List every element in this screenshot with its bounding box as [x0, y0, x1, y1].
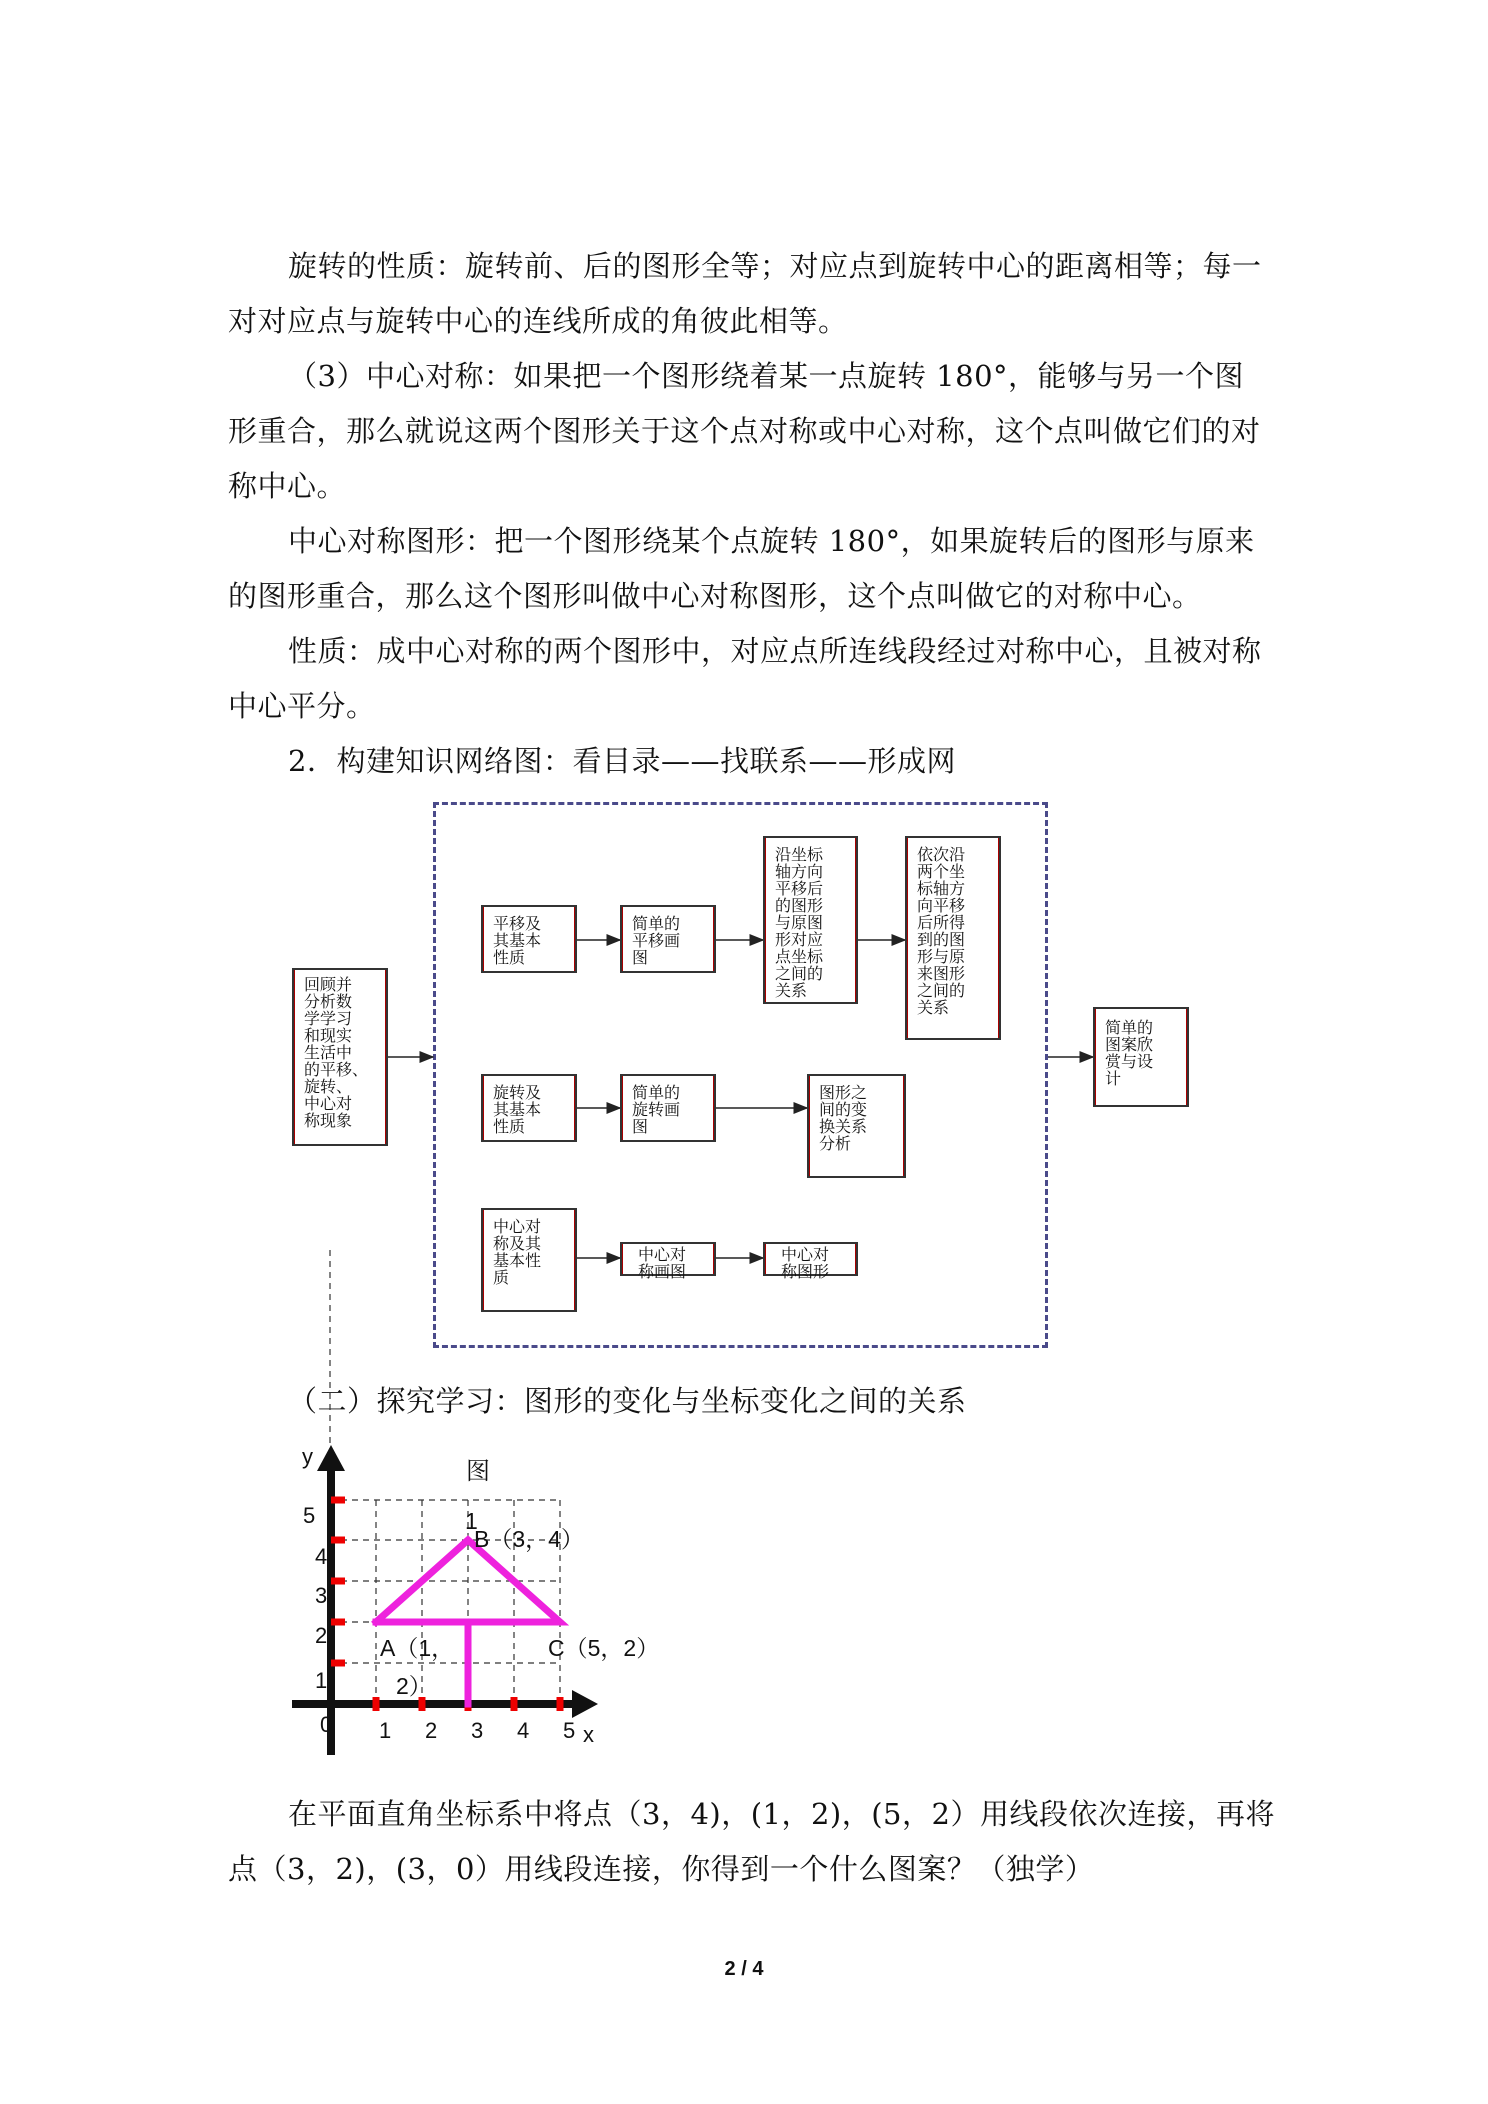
y-tick-5: 5: [303, 1503, 316, 1528]
x-axis-arrow: [572, 1690, 598, 1718]
point-label-b: B（3，4）: [474, 1526, 584, 1552]
para-central-symmetry-3: 称中心。: [228, 469, 347, 503]
para-central-symmetry-2: 形重合，那么就说这两个图形关于这个点对称或中心对称，这个点叫做它们的对: [228, 414, 1261, 448]
box-review: 回顾并 分析数 学学习 和现实 生活中 的平移、 旋转、 中心对 称现象: [292, 968, 388, 1146]
para-central-figure-1: 中心对称图形：把一个图形绕某个点旋转 180°，如果旋转后的图形与原来: [288, 524, 1255, 558]
x-tick-4: 4: [517, 1718, 530, 1743]
box-central: 中心对 称及其 基本性 质: [481, 1208, 577, 1312]
x-axis-label: x: [583, 1722, 594, 1747]
box-central-draw: 中心对 称画图: [620, 1242, 716, 1276]
box-translation: 平移及 其基本 性质: [481, 905, 577, 973]
para-rotation-property-2: 对对应点与旋转中心的连线所成的角彼此相等。: [228, 304, 848, 338]
point-label-a: A（1，: [380, 1635, 455, 1661]
box-translation-axis: 沿坐标 轴方向 平移后 的图形 与原图 形对应 点坐标 之间的 关系: [763, 836, 858, 1004]
question-para-1: 在平面直角坐标系中将点（3，4)，(1，2)，(5，2）用线段依次连接，再将: [288, 1797, 1275, 1831]
section-heading-explore: （二）探究学习：图形的变化与坐标变化之间的关系: [288, 1384, 967, 1418]
box-rotation: 旋转及 其基本 性质: [481, 1074, 577, 1142]
x-tick-3: 3: [471, 1718, 484, 1743]
x-tick-1: 1: [379, 1718, 392, 1743]
para-central-figure-2: 的图形重合，那么这个图形叫做中心对称图形，这个点叫做它的对称中心。: [228, 579, 1202, 613]
para-rotation-property-1: 旋转的性质：旋转前、后的图形全等；对应点到旋转中心的距离相等；每一: [288, 249, 1262, 283]
origin-label: 0: [320, 1712, 333, 1737]
box-translation-two: 依次沿 两个坐 标轴方 向平移 后所得 到的图 形与原 来图形 之间的 关系: [905, 836, 1001, 1040]
para-central-symmetry-1: （3）中心对称：如果把一个图形绕着某一点旋转 180°，能够与另一个图: [288, 359, 1245, 393]
y-tick-2: 2: [315, 1623, 328, 1648]
graph-title-number: 1: [465, 1508, 478, 1534]
box-transform-analysis: 图形之 间的变 换关系 分析: [807, 1074, 906, 1178]
box-design: 简单的 图案欣 赏与设 计: [1093, 1007, 1189, 1107]
box-translation-draw: 简单的 平移画 图: [620, 905, 716, 973]
y-tick-4: 4: [315, 1544, 328, 1569]
page-number: 2 / 4: [724, 1958, 764, 1980]
point-label-a-cont: 2）: [396, 1673, 432, 1699]
y-tick-3: 3: [315, 1583, 328, 1608]
question-para-2: 点（3，2)，(3，0）用线段连接，你得到一个什么图案？（独学）: [228, 1852, 1095, 1886]
para-property-2: 中心平分。: [228, 689, 376, 723]
y-tick-1: 1: [315, 1668, 328, 1693]
y-axis-arrow: [317, 1445, 345, 1471]
x-tick-5: 5: [563, 1718, 576, 1743]
box-central-figure: 中心对 称图形: [763, 1242, 858, 1276]
para-property-1: 性质：成中心对称的两个图形中，对应点所连线段经过对称中心，且被对称: [288, 634, 1262, 668]
graph-title: 图: [466, 1457, 491, 1485]
para-knowledge-network: 2．构建知识网络图：看目录——找联系——形成网: [288, 744, 956, 778]
y-axis-label: y: [302, 1444, 313, 1469]
x-tick-2: 2: [425, 1718, 438, 1743]
box-rotation-draw: 简单的 旋转画 图: [620, 1074, 716, 1142]
point-label-c: C（5，2）: [548, 1635, 660, 1661]
